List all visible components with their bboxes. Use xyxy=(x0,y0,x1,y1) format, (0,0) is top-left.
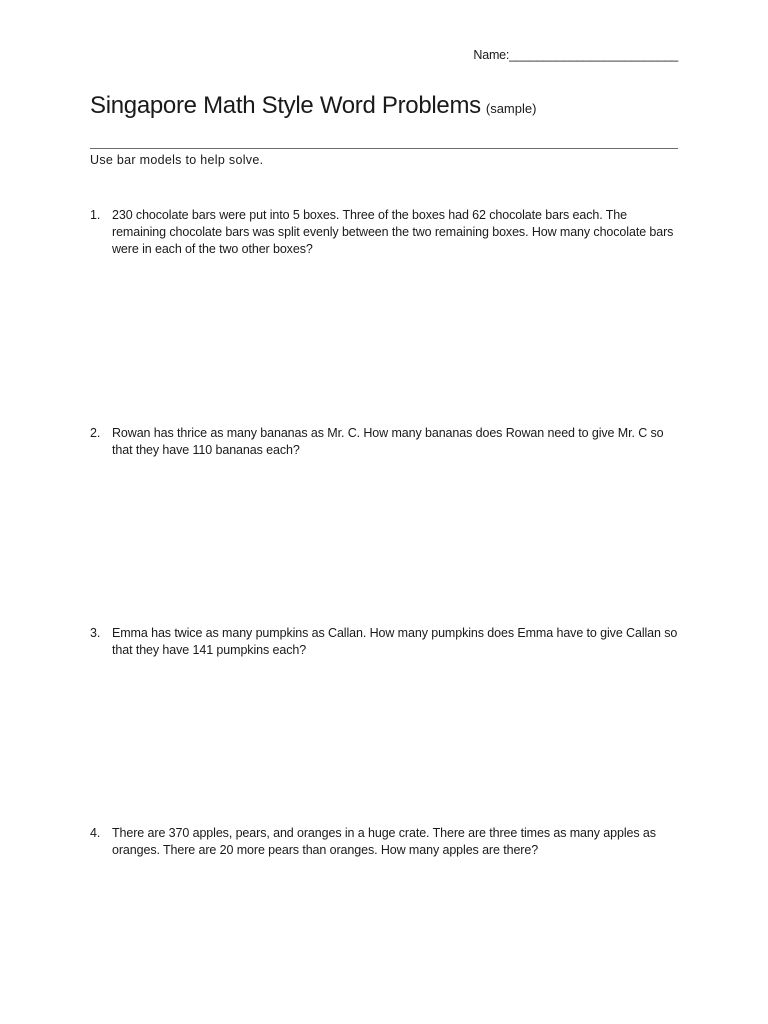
problem-2 xyxy=(90,425,680,459)
problem-number: 4. xyxy=(90,826,101,840)
problem-text: Emma has twice as many pumpkins as Callan. How many pumpkins does Emma have to give Callan so that they have 141 pumpkins each? xyxy=(112,626,678,657)
problem-4 xyxy=(90,825,680,859)
problem-number: 2. xyxy=(90,426,101,440)
problem-text: Rowan has thrice as many bananas as Mr. C. How many bananas does Rowan need to give Mr. C so that they have 110 bananas each? xyxy=(112,426,664,457)
problem-text: 230 chocolate bars were put into 5 boxes. Three of the boxes had 62 chocolate bars each. The remaining chocolate bars was split evenly between the two remaining boxes. How many chocolate bars were in each of the two other boxes? xyxy=(112,208,674,256)
problem-3 xyxy=(90,625,680,659)
instructions-text: Use bar models to help solve. xyxy=(90,153,264,167)
problem-1 xyxy=(90,207,680,258)
problem-number: 3. xyxy=(90,626,101,640)
page-title xyxy=(90,92,536,120)
problem-text: There are 370 apples, pears, and oranges in a huge crate. There are three times as many apples as oranges. There are 20 more pears than oranges. How many apples are there? xyxy=(112,826,656,857)
title-subtitle: (sample) xyxy=(485,101,537,116)
problem-number: 1. xyxy=(90,208,101,222)
name-field-label: Name:_________________________ xyxy=(473,48,678,62)
title-divider xyxy=(90,148,678,149)
title-main: Singapore Math Style Word Problems xyxy=(90,92,481,119)
